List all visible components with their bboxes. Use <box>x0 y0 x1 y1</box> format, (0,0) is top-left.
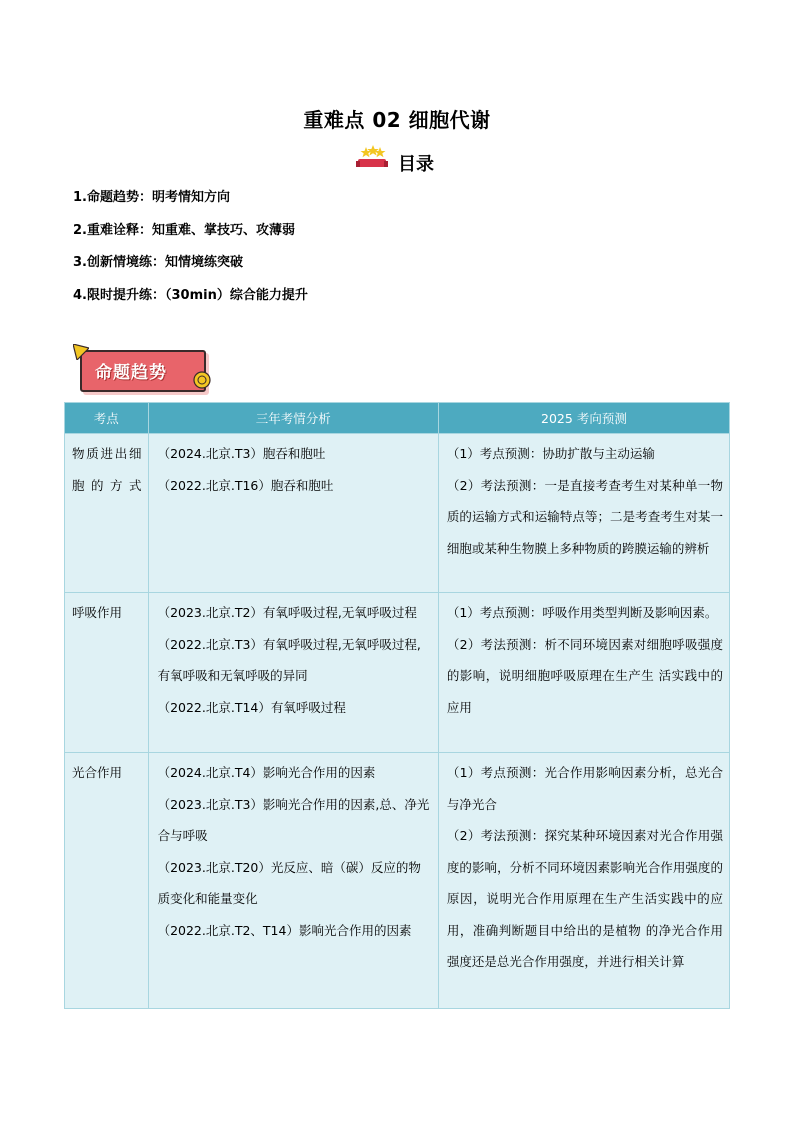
analysis-cell <box>148 753 438 1009</box>
column-header: 考点 <box>65 403 149 434</box>
toc-item[interactable]: 4.限时提升练：（30min）综合能力提升 <box>73 287 308 303</box>
table-row <box>65 753 730 1009</box>
analysis-line: （2023.北京.T20）光反应、暗（碳）反应的物质变化和能量变化 <box>157 859 421 906</box>
forecast-line: （1）考点预测：呼吸作用类型判断及影响因素。 <box>446 605 718 620</box>
column-header: 2025 考向预测 <box>438 403 729 434</box>
topic-cell: 物质进出细胞的方式 <box>65 434 149 593</box>
toc-label: 目录 <box>398 154 434 175</box>
analysis-cell <box>148 434 438 593</box>
analysis-line: （2024.北京.T3）胞吞和胞吐 <box>157 446 326 461</box>
analysis-line: （2022.北京.T3）有氧呼吸过程,无氧呼吸过程,有氧呼吸和无氧呼吸的异同 <box>157 636 421 683</box>
page-title: 重难点 02 细胞代谢 <box>303 108 491 132</box>
coin-icon <box>193 371 211 389</box>
forecast-line: （2）考法预测：一是直接考查考生对某种单一物质的运输方式和运输特点等；二是考查考生对某一细胞或某种生物膜上多种物质的跨膜运输的辨析 <box>446 477 723 556</box>
forecast-line: （1）考点预测：协助扩散与主动运输 <box>446 446 655 461</box>
toc-item[interactable]: 3.创新情境练：知情境练突破 <box>73 255 243 270</box>
analysis-line: （2022.北京.T16）胞吞和胞吐 <box>157 477 334 493</box>
corner-triangle-icon <box>73 344 89 360</box>
badge-label: 命题趋势 <box>95 363 167 383</box>
toc-item[interactable]: 1.命题趋势：明考情知方向 <box>73 190 230 205</box>
forecast-line: （2）考法预测：探究某种环境因素对光合作用强度的影响，分析不同环境因素影响光合作用强度的原因，说明光合作用原理在生产生活实践中的应用，准确判断题目中给出的是植物 的净光合作用强度还是总光合作用强度，并进行相关计算 <box>446 828 723 969</box>
analysis-line: （2024.北京.T4）影响光合作用的因素 <box>157 765 376 780</box>
column-header: 三年考情分析 <box>148 403 438 434</box>
analysis-cell <box>148 593 438 753</box>
analysis-line: （2022.北京.T2、T14）影响光合作用的因素 <box>157 922 412 938</box>
table-row <box>65 593 730 753</box>
crown-stars-icon <box>356 144 388 170</box>
toc-item[interactable]: 2.重难诠释：知重难、掌技巧、攻薄弱 <box>73 222 295 238</box>
section-badge <box>73 344 215 396</box>
forecast-line: （1）考点预测：光合作用影响因素分析，总光合与净光合 <box>446 765 723 812</box>
forecast-line: （2）考法预测：析不同环境因素对细胞呼吸强度的影响，说明细胞呼吸原理在生产生 活实践中的应用 <box>446 636 723 715</box>
forecast-cell <box>438 434 729 593</box>
trend-table <box>64 402 730 1009</box>
forecast-cell <box>438 593 729 753</box>
topic-cell: 光合作用 <box>65 753 149 1009</box>
toc-list <box>73 186 308 316</box>
forecast-cell <box>438 753 729 1009</box>
table-header-row <box>65 403 730 434</box>
analysis-line: （2023.北京.T3）影响光合作用的因素,总、净光合与呼吸 <box>157 796 430 843</box>
analysis-line: （2023.北京.T2）有氧呼吸过程,无氧呼吸过程 <box>157 605 417 620</box>
topic-cell: 呼吸作用 <box>65 593 149 753</box>
analysis-line: （2022.北京.T14）有氧呼吸过程 <box>157 699 346 715</box>
table-row <box>65 434 730 593</box>
